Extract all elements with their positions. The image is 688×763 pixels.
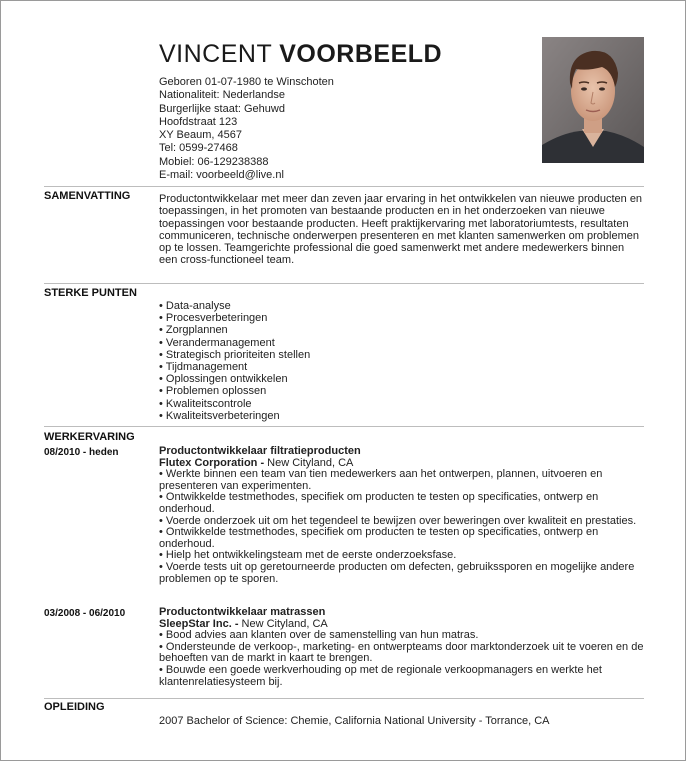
job-bullet: • Werkte binnen een team van tien medewerkers aan het ontwerpen, plannen, uitvoeren en presenteren van experimenten. xyxy=(159,468,603,492)
list-item: • Kwaliteitsverbeteringen xyxy=(159,409,280,422)
company-name: Flutex Corporation xyxy=(159,456,258,469)
first-name: VINCENT xyxy=(159,40,272,68)
profile-photo xyxy=(542,37,644,163)
strengths-list xyxy=(159,300,645,422)
job-bullet: • Ontwikkelde testmethodes, specifiek om producten te testen op specificaties, ontwerp en onderhoud. xyxy=(159,526,599,550)
section-divider xyxy=(44,698,644,699)
experience-heading: WERKERVARING xyxy=(44,431,135,443)
job-date: 08/2010 - heden xyxy=(44,447,119,458)
contact-postal: XY Beaum, 4567 xyxy=(159,129,242,142)
list-item: • Problemen oplossen xyxy=(159,385,267,398)
education-heading: OPLEIDING xyxy=(44,701,105,713)
contact-marital-status: Burgerlijke staat: Gehuwd xyxy=(159,102,285,115)
contact-details xyxy=(159,76,334,182)
job-entry xyxy=(159,607,645,688)
list-item: • Strategisch prioriteiten stellen xyxy=(159,348,311,361)
list-item: • Procesverbeteringen xyxy=(159,312,268,325)
contact-mobile: Mobiel: 06-129238388 xyxy=(159,155,269,168)
education-entry: 2007 Bachelor of Science: Chemie, California National University - Torrance, CA xyxy=(159,715,550,727)
job-title: Productontwikkelaar filtratieproducten xyxy=(159,445,361,457)
strengths-heading: STERKE PUNTEN xyxy=(44,287,137,299)
company-name: SleepStar Inc. xyxy=(159,617,232,630)
job-bullet: • Ontwikkelde testmethodes, specifiek om producten te testen op specificaties, ontwerp en onderhoud. xyxy=(159,491,599,515)
summary-text: Productontwikkelaar met meer dan zeven jaar ervaring in het ontwikkelen van nieuwe producten en toepassingen, in het promoten van bestaande producten en in het onderzoeken van nieuwe toepassingen voor bestaande producten. Heeft praktijkervaring met laboratoriumtests, resultaten communiceren, technische onderwerpen presenteren en met klanten samenwerken om problemen op te lossen. Teamgerichte professional die goed samenwerkt met andere medewerkers binnen een cross-functioneel team. xyxy=(159,193,643,267)
list-item: • Zorgplannen xyxy=(159,324,228,337)
job-bullet: • Ondersteunde de verkoop-, marketing- en ontwerpteams door marktonderzoek uit te voeren en de behoeften van de markt in kaart te brengen. xyxy=(159,640,644,665)
company-separator: - xyxy=(231,617,242,630)
company-city: New Cityland, CA xyxy=(241,617,328,630)
job-date: 03/2008 - 06/2010 xyxy=(44,608,126,619)
contact-phone: Tel: 0599-27468 xyxy=(159,142,238,155)
company-separator: - xyxy=(257,456,268,469)
list-item: • Verandermanagement xyxy=(159,336,275,349)
list-item: • Kwaliteitscontrole xyxy=(159,397,252,410)
list-item: • Tijdmanagement xyxy=(159,361,248,374)
list-item: • Oplossingen ontwikkelen xyxy=(159,373,288,386)
section-divider xyxy=(44,426,644,427)
contact-birth: Geboren 01-07-1980 te Winschoten xyxy=(159,76,334,88)
job-bullet: • Voerde onderzoek uit om het tegendeel te bewijzen over beweringen over kwaliteit en prestaties. xyxy=(159,514,637,527)
job-bullet: • Bood advies aan klanten over de samenstelling van hun matras. xyxy=(159,629,479,642)
summary-heading: SAMENVATTING xyxy=(44,190,131,202)
contact-street: Hoofdstraat 123 xyxy=(159,115,238,128)
job-bullet: • Voerde tests uit op geretourneerde producten om defecten, gebruikssporen en mogelijke andere problemen op te sporen. xyxy=(159,560,635,585)
contact-email: E-mail: voorbeeld@live.nl xyxy=(159,169,284,182)
job-bullet: • Hielp het ontwikkelingsteam met de eerste onderzoeksfase. xyxy=(159,549,457,562)
candidate-name xyxy=(159,40,442,69)
section-divider xyxy=(44,283,644,284)
job-title: Productontwikkelaar matrassen xyxy=(159,606,326,618)
job-bullet: • Bouwde een goede werkverhouding op met de regionale verkoopmanagers en werkte het klantenrelatiesysteem bij. xyxy=(159,663,602,688)
job-entry xyxy=(159,446,645,585)
last-name: VOORBEELD xyxy=(279,40,443,68)
section-divider xyxy=(44,186,644,187)
contact-nationality: Nationaliteit: Nederlandse xyxy=(159,89,285,102)
list-item: • Data-analyse xyxy=(159,300,231,312)
company-city: New Cityland, CA xyxy=(267,456,354,469)
